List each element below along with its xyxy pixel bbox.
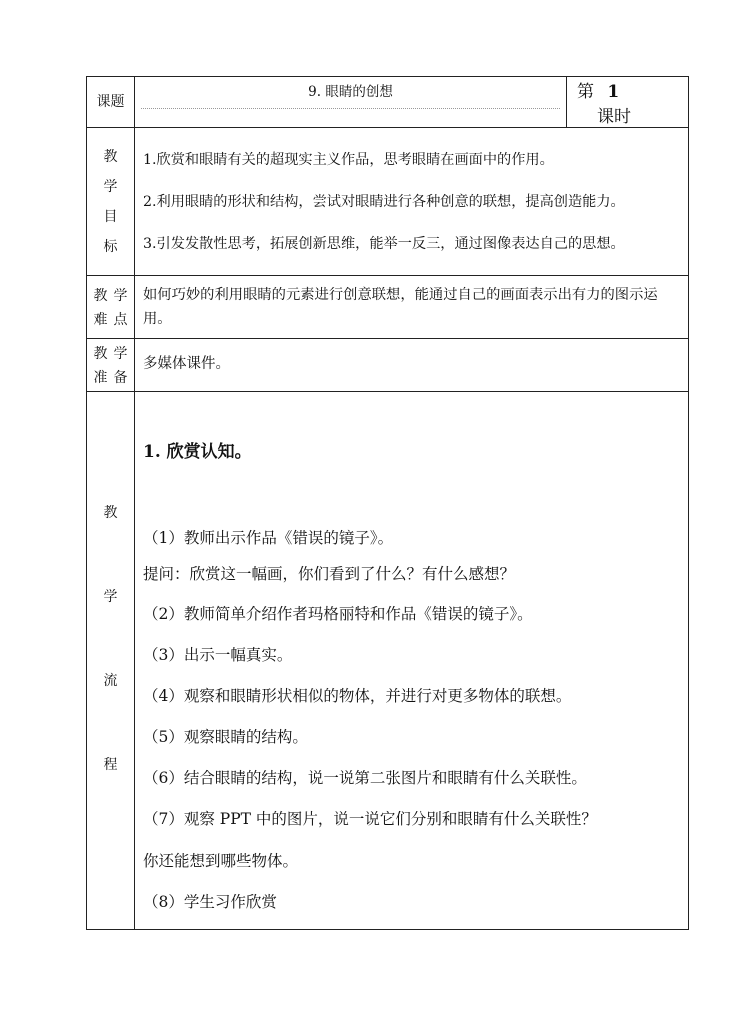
period-suffix: 课时 bbox=[597, 107, 631, 127]
difficulty-label-char: 点 bbox=[113, 312, 128, 328]
difficulty-label bbox=[87, 276, 135, 339]
process-step: （8）学生习作欣赏 bbox=[143, 892, 277, 911]
lesson-plan-table bbox=[86, 76, 689, 930]
title-underline bbox=[141, 108, 560, 109]
preparation-row bbox=[87, 339, 689, 392]
process-step: 提问：欣赏这一幅画，你们看到了什么？有什么感想？ bbox=[143, 564, 516, 583]
preparation-label-char: 教 bbox=[93, 346, 108, 362]
difficulty-label-char: 学 bbox=[113, 288, 128, 304]
difficulty-label-char: 教 bbox=[93, 288, 108, 304]
process-label-char: 教 bbox=[103, 505, 118, 521]
process-step: （6）结合眼睛的结构，说一说第二张图片和眼睛有什么关联性。 bbox=[143, 768, 587, 787]
process-step: 你还能想到哪些物体。 bbox=[143, 851, 299, 870]
process-step: （4）观察和眼睛形状相似的物体，并进行对更多物体的联想。 bbox=[143, 686, 572, 705]
process-label-char: 程 bbox=[103, 757, 118, 773]
objective-item: 3.引发发散性思考，拓展创新思维，能举一反三，通过图像表达自己的思想。 bbox=[143, 235, 625, 252]
objective-item: 1.欣赏和眼睛有关的超现实主义作品，思考眼睛在画面中的作用。 bbox=[143, 151, 554, 168]
preparation-label-char: 备 bbox=[113, 370, 128, 386]
process-step: （3）出示一幅真实。 bbox=[143, 645, 293, 664]
preparation-label bbox=[87, 339, 135, 392]
preparation-label-char: 学 bbox=[113, 346, 128, 362]
objectives-content bbox=[135, 128, 689, 276]
process-step: （1）教师出示作品《错误的镜子》。 bbox=[143, 528, 394, 547]
period-prefix: 第 bbox=[577, 82, 594, 102]
period-number: 1 bbox=[607, 82, 620, 102]
preparation-label-char: 准 bbox=[93, 370, 108, 386]
process-label bbox=[87, 392, 135, 930]
objective-item: 2.利用眼睛的形状和结构，尝试对眼睛进行各种创意的联想，提高创造能力。 bbox=[143, 193, 625, 210]
process-label-char: 学 bbox=[103, 589, 118, 605]
difficulty-label-char: 难 bbox=[93, 312, 108, 328]
process-label-char: 流 bbox=[103, 673, 118, 689]
process-row bbox=[87, 392, 689, 930]
process-content bbox=[135, 392, 689, 930]
subject-label: 课题 bbox=[87, 77, 135, 128]
process-step: （5）观察眼睛的结构。 bbox=[143, 727, 308, 746]
objectives-row bbox=[87, 128, 689, 276]
difficulty-row bbox=[87, 276, 689, 339]
objectives-label bbox=[87, 128, 135, 276]
process-step: （7）观察 PPT 中的图片，说一说它们分别和眼睛有什么关联性？ bbox=[143, 809, 597, 828]
header-row bbox=[87, 77, 689, 128]
class-period-cell bbox=[567, 77, 689, 128]
difficulty-text: 如何巧妙的利用眼睛的元素进行创意联想，能通过自己的画面表示出有力的图示运用。 bbox=[135, 276, 689, 339]
objectives-label-char: 学 bbox=[103, 178, 118, 195]
objectives-label-char: 目 bbox=[103, 208, 118, 225]
lesson-title-cell bbox=[135, 77, 567, 128]
lesson-title: 9. 眼睛的创想 bbox=[308, 84, 393, 100]
objectives-label-char: 教 bbox=[103, 148, 118, 165]
process-step: （2）教师简单介绍作者玛格丽特和作品《错误的镜子》。 bbox=[143, 604, 533, 623]
objectives-label-char: 标 bbox=[103, 238, 118, 255]
preparation-text: 多媒体课件。 bbox=[135, 339, 689, 392]
process-heading: 1. 欣赏认知。 bbox=[143, 442, 252, 462]
